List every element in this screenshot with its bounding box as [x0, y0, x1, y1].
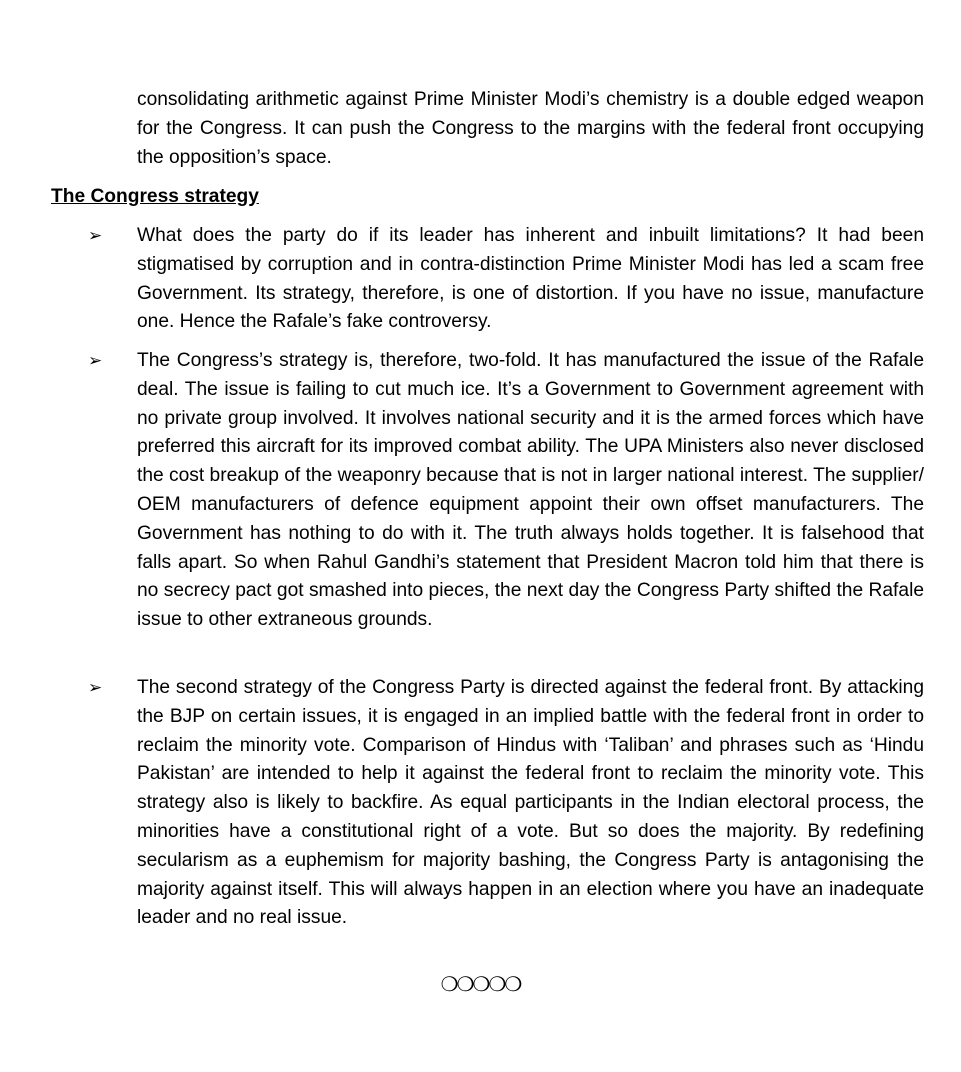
- section-heading: The Congress strategy: [51, 186, 259, 207]
- intro-paragraph: consolidating arithmetic against Prime Minister Modi’s chemistry is a double edged weapon for the Congress. It can push the Congress to the margins with the federal front occupying the opposition’s space.: [137, 89, 924, 168]
- arrowhead-bullet-icon: ➢: [88, 226, 103, 245]
- arrowhead-bullet-icon: ➢: [88, 351, 103, 370]
- end-ornament: ❍❍❍❍❍: [440, 972, 521, 996]
- arrowhead-bullet-icon: ➢: [88, 678, 103, 697]
- bullet-text-1: What does the party do if its leader has inherent and inbuilt limitations? It had been stigmatised by corruption and in contra-distinction Prime Minister Modi has led a scam free Government. Its strategy, therefore, is one of distortion. If you have no issue, manufacture one. Hence the Rafale’s fake controversy.: [137, 225, 924, 333]
- bullet-text-2: The Congress’s strategy is, therefore, two-fold. It has manufactured the issue of the Rafale deal. The issue is failing to cut much ice. It’s a Government to Government agreement with no private group involved. It involves national security and it is the armed forces which have preferred this aircraft for its improved combat ability. The UPA Ministers also never disclosed the cost breakup of the weaponry because that is not in larger national interest. The supplier/ OEM manufacturers of defence equipment appoint their own offset manufacturers. The Government has nothing to do with it. The truth always holds together. It is falsehood that falls apart. So when Rahul Gandhi’s statement that President Macron told him that there is no secrecy pact got smashed into pieces, the next day the Congress Party shifted the Rafale issue to other extraneous grounds.: [137, 350, 924, 631]
- bullet-text-3: The second strategy of the Congress Party is directed against the federal front. By attacking the BJP on certain issues, it is engaged in an implied battle with the federal front in order to reclaim the minority vote. Comparison of Hindus with ‘Taliban’ and phrases such as ‘Hindu Pakistan’ are intended to help it against the federal front to reclaim the minority vote. This strategy also is likely to backfire. As equal participants in the Indian electoral process, the minorities have a constitutional right of a vote. But so does the majority. By redefining secularism as a euphemism for majority bashing, the Congress Party is antagonising the majority against itself. This will always happen in an election where you have an inadequate leader and no real issue.: [137, 677, 924, 929]
